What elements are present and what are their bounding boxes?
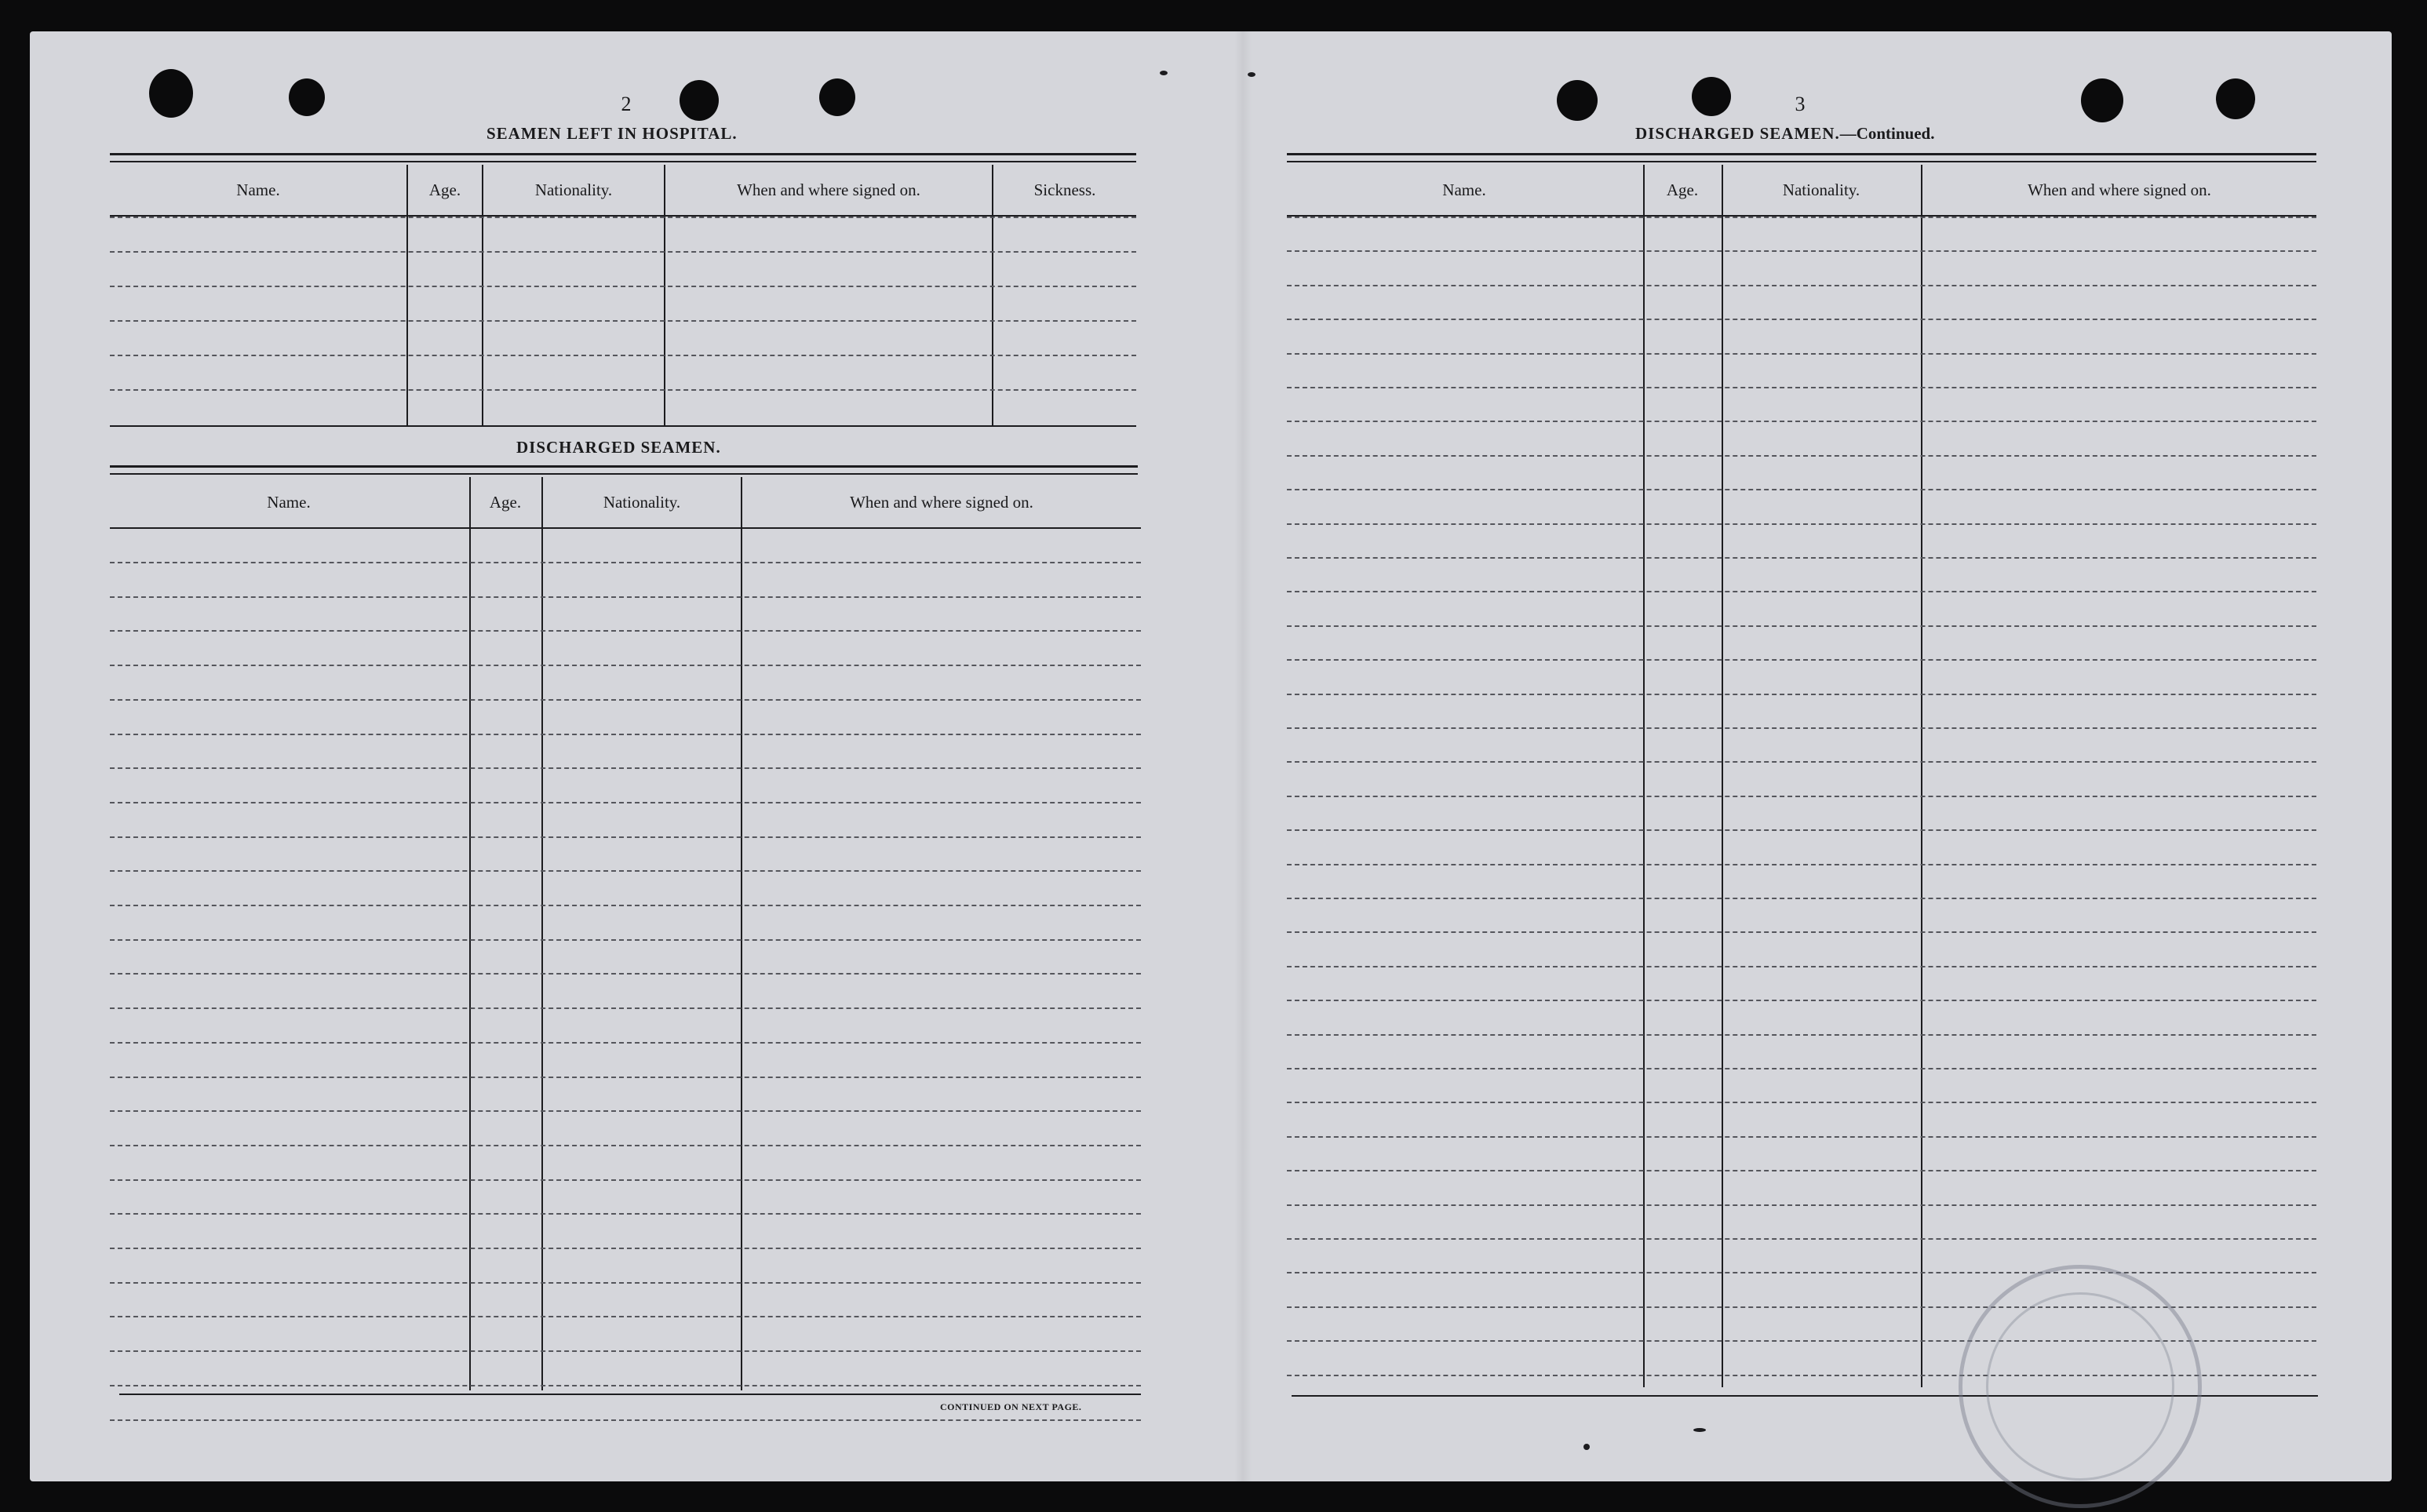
table-row-line bbox=[1287, 1068, 2316, 1069]
column-header-signed-on: When and where signed on. bbox=[737, 180, 920, 199]
table-row-line bbox=[1287, 523, 2316, 525]
column-header-age: Age. bbox=[428, 180, 461, 199]
discharged-continued-title bbox=[1635, 124, 1934, 144]
page-number-left: 2 bbox=[621, 93, 632, 115]
table-row-line bbox=[1287, 1102, 2316, 1103]
ink-stamp bbox=[1959, 1265, 2202, 1508]
column-header-age: Age. bbox=[489, 493, 522, 512]
column-divider bbox=[741, 477, 742, 1390]
table-row-line bbox=[1287, 625, 2316, 627]
page-number-right: 3 bbox=[1795, 93, 1806, 115]
column-header-name: Name. bbox=[1442, 180, 1486, 199]
table-row-line bbox=[1287, 1034, 2316, 1036]
table-row-line bbox=[110, 1179, 1141, 1181]
table-row-line bbox=[1287, 285, 2316, 286]
table-row-line bbox=[110, 630, 1141, 632]
hospital-table bbox=[110, 165, 1136, 425]
table-row-line bbox=[110, 905, 1141, 906]
table-row-line bbox=[1287, 898, 2316, 899]
table-row-line bbox=[110, 767, 1141, 769]
discharged-table bbox=[110, 477, 1141, 1390]
punch-hole bbox=[2216, 78, 2255, 119]
table-row-line bbox=[110, 1007, 1141, 1009]
table-row-line bbox=[110, 870, 1141, 872]
punch-hole bbox=[1557, 80, 1598, 121]
column-header-name: Name. bbox=[236, 180, 280, 199]
page-fold bbox=[1234, 31, 1252, 1481]
table-row-line bbox=[1287, 1238, 2316, 1240]
table-row-line bbox=[110, 939, 1141, 941]
table-row-line bbox=[1287, 557, 2316, 559]
column-header-signed-on: When and where signed on. bbox=[2028, 180, 2211, 199]
column-divider bbox=[541, 477, 543, 1390]
table-row-line bbox=[1287, 796, 2316, 797]
table-row-line bbox=[1287, 761, 2316, 763]
table-row-line bbox=[1287, 1170, 2316, 1171]
table-row-line bbox=[110, 973, 1141, 975]
table-row-line bbox=[110, 1282, 1141, 1284]
discharged-continued-title-main: DISCHARGED SEAMEN. bbox=[1635, 124, 1840, 143]
punch-hole bbox=[289, 78, 325, 116]
punch-hole bbox=[149, 69, 193, 118]
table-row-line bbox=[110, 286, 1136, 287]
table-row-line bbox=[110, 217, 1136, 218]
column-header-nationality: Nationality. bbox=[534, 180, 613, 199]
table-row-line bbox=[1287, 1204, 2316, 1206]
table-row-line bbox=[1287, 694, 2316, 695]
column-divider bbox=[482, 165, 483, 425]
column-divider bbox=[469, 477, 471, 1390]
table-row-line bbox=[1287, 966, 2316, 967]
discharged-table-header bbox=[110, 477, 1141, 529]
column-header-nationality: Nationality. bbox=[603, 493, 681, 512]
table-row-line bbox=[1287, 387, 2316, 388]
table-row-line bbox=[1287, 591, 2316, 592]
column-header-sickness: Sickness. bbox=[1033, 180, 1096, 199]
discharged-continued-header bbox=[1287, 165, 2316, 217]
ink-speck bbox=[1248, 72, 1255, 77]
continued-top-rule bbox=[1287, 153, 2316, 162]
table-row-line bbox=[1287, 353, 2316, 355]
discharged-section-title: DISCHARGED SEAMEN. bbox=[516, 438, 721, 457]
hospital-table-header bbox=[110, 165, 1136, 217]
table-row-line bbox=[1287, 489, 2316, 490]
continued-suffix: —Continued. bbox=[1839, 124, 1935, 143]
table-row-line bbox=[110, 389, 1136, 391]
column-header-signed-on: When and where signed on. bbox=[850, 493, 1033, 512]
punch-hole bbox=[1692, 77, 1731, 116]
table-row-line bbox=[110, 562, 1141, 563]
table-row-line bbox=[110, 1213, 1141, 1215]
table-row-line bbox=[1287, 217, 2316, 218]
continued-note: CONTINUED ON NEXT PAGE. bbox=[940, 1401, 1082, 1412]
discharged-bottom-rule bbox=[119, 1394, 1141, 1395]
table-row-line bbox=[110, 1248, 1141, 1249]
punch-hole bbox=[819, 78, 855, 116]
table-row-line bbox=[110, 596, 1141, 598]
table-row-line bbox=[1287, 455, 2316, 457]
ink-speck bbox=[1160, 71, 1168, 75]
discharged-top-rule bbox=[110, 465, 1138, 475]
table-row-line bbox=[1287, 659, 2316, 661]
column-header-name: Name. bbox=[267, 493, 311, 512]
table-row-line bbox=[110, 1145, 1141, 1146]
table-row-line bbox=[1287, 1136, 2316, 1138]
table-row-line bbox=[1287, 931, 2316, 933]
table-row-line bbox=[110, 1077, 1141, 1078]
table-row-line bbox=[110, 1385, 1141, 1386]
table-row-line bbox=[1287, 250, 2316, 252]
form-sheet bbox=[30, 31, 2392, 1481]
table-row-line bbox=[1287, 1000, 2316, 1001]
table-row-line bbox=[110, 320, 1136, 322]
table-row-line bbox=[1287, 727, 2316, 729]
table-row-line bbox=[1287, 864, 2316, 865]
ink-speck bbox=[1583, 1444, 1590, 1450]
discharged-continued-table bbox=[1287, 165, 2316, 1387]
table-row-line bbox=[110, 1419, 1141, 1421]
column-divider bbox=[992, 165, 993, 425]
table-row-line bbox=[110, 1042, 1141, 1044]
column-header-nationality: Nationality. bbox=[1782, 180, 1860, 199]
ink-speck bbox=[1693, 1428, 1706, 1432]
hospital-top-rule bbox=[110, 153, 1136, 162]
table-row-line bbox=[110, 355, 1136, 356]
table-row-line bbox=[110, 802, 1141, 803]
table-row-line bbox=[110, 1350, 1141, 1352]
table-row-line bbox=[110, 251, 1136, 253]
table-row-line bbox=[110, 836, 1141, 838]
hospital-bottom-rule bbox=[110, 425, 1136, 427]
column-divider bbox=[406, 165, 408, 425]
table-row-line bbox=[110, 665, 1141, 666]
table-row-line bbox=[110, 1316, 1141, 1317]
table-row-line bbox=[1287, 319, 2316, 320]
hospital-section-title: SEAMEN LEFT IN HOSPITAL. bbox=[486, 124, 738, 143]
table-row-line bbox=[110, 1110, 1141, 1112]
punch-hole bbox=[680, 80, 719, 121]
table-row-line bbox=[110, 699, 1141, 701]
column-divider bbox=[664, 165, 665, 425]
table-row-line bbox=[1287, 1272, 2316, 1273]
punch-hole bbox=[2081, 78, 2123, 122]
column-header-age: Age. bbox=[1666, 180, 1699, 199]
table-row-line bbox=[1287, 421, 2316, 422]
table-row-line bbox=[110, 734, 1141, 735]
table-row-line bbox=[1287, 829, 2316, 831]
